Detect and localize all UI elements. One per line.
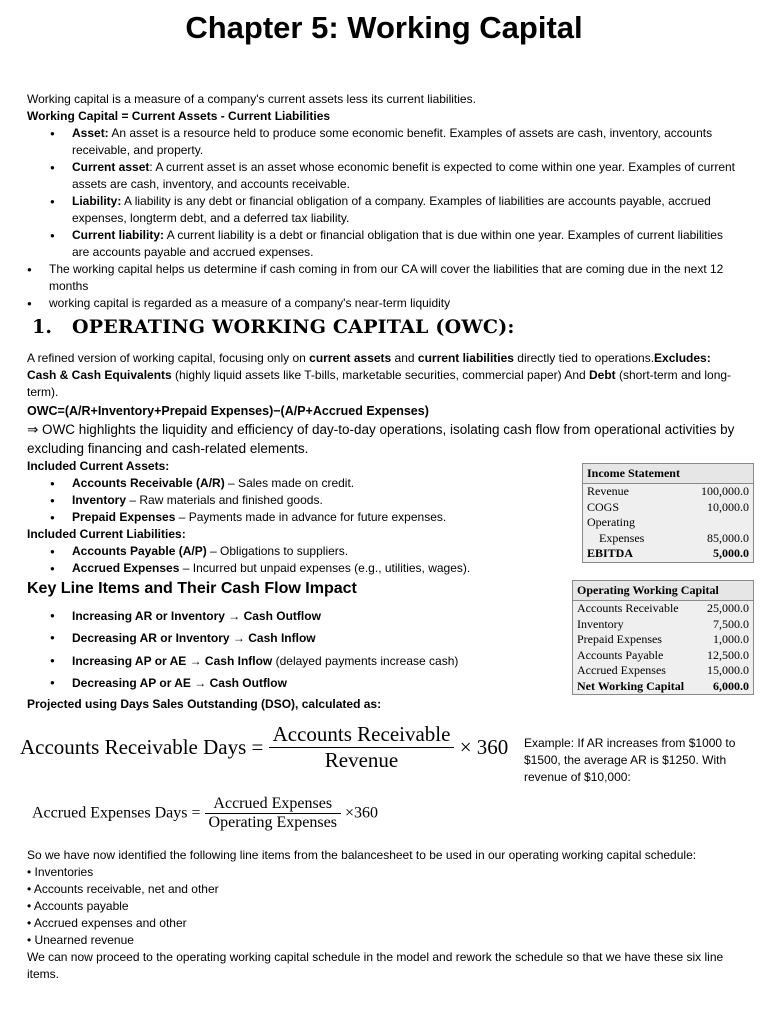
list-item: ● Current asset: A current asset is an asset whose economic benefit is expected to come within one year. Examples of current assets are cash, inventory, and accounts receivable. [72, 159, 742, 193]
list-item: ● Current liability: A current liability is a debt or financial obligation that is due within one year. Examples of current liabilities are accounts payable and accrued expenses. [72, 227, 742, 261]
ae-days-numerator: Accrued Expenses [205, 795, 341, 814]
ar-days-formula [20, 722, 508, 773]
ae-days-multiplier: ×360 [344, 804, 378, 822]
table-row: Net Working Capital 6,000.0 [577, 678, 749, 693]
list-item: ● Accounts Receivable (A/R) – Sales made on credit. [72, 475, 567, 492]
owc-heading: 1. OPERATING WORKING CAPITAL (OWC): [32, 316, 515, 338]
cash-flow-impact-list [72, 605, 552, 694]
list-item: ● Accrued Expenses – Incurred but unpaid expenses (e.g., utilities, wages). [72, 560, 567, 577]
notes-list [49, 261, 749, 312]
assets-list [72, 475, 567, 526]
income-statement-header: Income Statement [583, 464, 753, 484]
ar-days-numerator: Accounts Receivable [269, 722, 455, 748]
liabilities-list [72, 543, 567, 577]
owc-table [572, 580, 754, 695]
page-title: Chapter 5: Working Capital [185, 10, 583, 45]
intro-section [27, 91, 747, 312]
ar-days-lhs: Accounts Receivable Days = [20, 735, 264, 759]
list-item: ● Decreasing AR or Inventory → Cash Inflow [72, 627, 552, 649]
list-item: ● Asset: An asset is a resource held to produce some economic benefit. Examples of assets are cash, inventory, accounts receivable, and property. [72, 125, 742, 159]
table-row: Revenue 100,000.0 [587, 484, 749, 498]
key-line-items-heading: Key Line Items and Their Cash Flow Impact [27, 580, 357, 597]
list-item: ● Liability: A liability is any debt or financial obligation of a company. Examples of liabilities are accounts payable, accrued expenses, longterm debt, and a deferred tax liability. [72, 193, 742, 227]
table-row: Operating [587, 515, 635, 529]
working-capital-formula: Working Capital = Current Assets - Current Liabilities [27, 109, 331, 123]
ae-days-fraction [205, 795, 341, 832]
assets-label: Included Current Assets: [27, 459, 170, 473]
table-row: Accounts Payable 12,500.0 [577, 647, 749, 662]
table-row: Inventory 7,500.0 [577, 616, 749, 631]
ar-days-multiplier: × 360 [459, 735, 509, 759]
ar-days-fraction [269, 722, 455, 773]
list-item: • Unearned revenue [27, 933, 134, 947]
list-item: ● Decreasing AP or AE → Cash Outflow [72, 672, 552, 694]
ae-days-formula [32, 795, 378, 832]
list-item: ● Accounts Payable (A/P) – Obligations to suppliers. [72, 543, 567, 560]
ae-days-lhs: Accrued Expenses Days = [32, 804, 201, 822]
owc-table-header: Operating Working Capital [573, 581, 753, 601]
projected-dso-text: Projected using Days Sales Outstanding (DSO), calculated as: [27, 697, 382, 711]
list-item: ● Prepaid Expenses – Payments made in advance for future expenses. [72, 509, 567, 526]
list-item: ● Increasing AR or Inventory → Cash Outflow [72, 605, 552, 627]
included-section [27, 458, 567, 577]
owc-highlight: ⇒ OWC highlights the liquidity and efficiency of day-to-day operations, isolating cash flow from operational activities by excluding financing and cash-related elements. [27, 422, 735, 456]
table-row: Prepaid Expenses 1,000.0 [577, 632, 749, 646]
liabilities-label: Included Current Liabilities: [27, 527, 186, 541]
list-item: ● Increasing AP or AE → Cash Inflow (delayed payments increase cash) [72, 650, 552, 672]
list-item: • Accounts payable [27, 899, 129, 913]
list-item: • Inventories [27, 865, 94, 879]
list-item: ● The working capital helps us determine if cash coming in from our CA will cover the liabilities that are coming due in the next 12 months [49, 261, 749, 295]
table-row: Accounts Receivable 25,000.0 [577, 601, 749, 615]
list-item: • Accounts receivable, net and other [27, 882, 219, 896]
income-statement-table [582, 463, 754, 563]
ar-days-denominator: Revenue [324, 748, 399, 772]
list-item: • Accrued expenses and other [27, 916, 187, 930]
ae-days-denominator: Operating Expenses [208, 814, 337, 831]
table-row: COGS 10,000.0 [587, 499, 749, 514]
closing-section [27, 847, 747, 983]
table-row: Accrued Expenses 15,000.0 [577, 663, 749, 677]
owc-formula: OWC=(A/R+Inventory+Prepaid Expenses)−(A/P+Accrued Expenses) [27, 404, 429, 418]
list-item: ● Inventory – Raw materials and finished goods. [72, 492, 567, 509]
table-row: EBITDA 5,000.0 [587, 546, 749, 560]
list-item: ● working capital is regarded as a measure of a company's near-term liquidity [49, 295, 749, 312]
owc-description: A refined version of working capital, focusing only on current assets and current liabilities directly tied to operations.Excludes: Cash & Cash Equivalents (highly liquid assets like T-bills, marketable securities, commercial paper) And Debt (short-term and long-term). [27, 351, 732, 399]
table-row: Expenses 85,000.0 [599, 530, 749, 545]
example-text: Example: If AR increases from $1000 to $1500, the average AR is $1250. With revenue of $10,000: [524, 736, 736, 784]
closing-intro: So we have now identified the following line items from the balancesheet to be used in our operating working capital schedule: [27, 848, 697, 862]
definitions-list [72, 125, 742, 261]
intro-line: Working capital is a measure of a company's current assets less its current liabilities. [27, 92, 476, 106]
closing-outro: We can now proceed to the operating working capital schedule in the model and rework the schedule so that we have these six line items. [27, 950, 724, 981]
